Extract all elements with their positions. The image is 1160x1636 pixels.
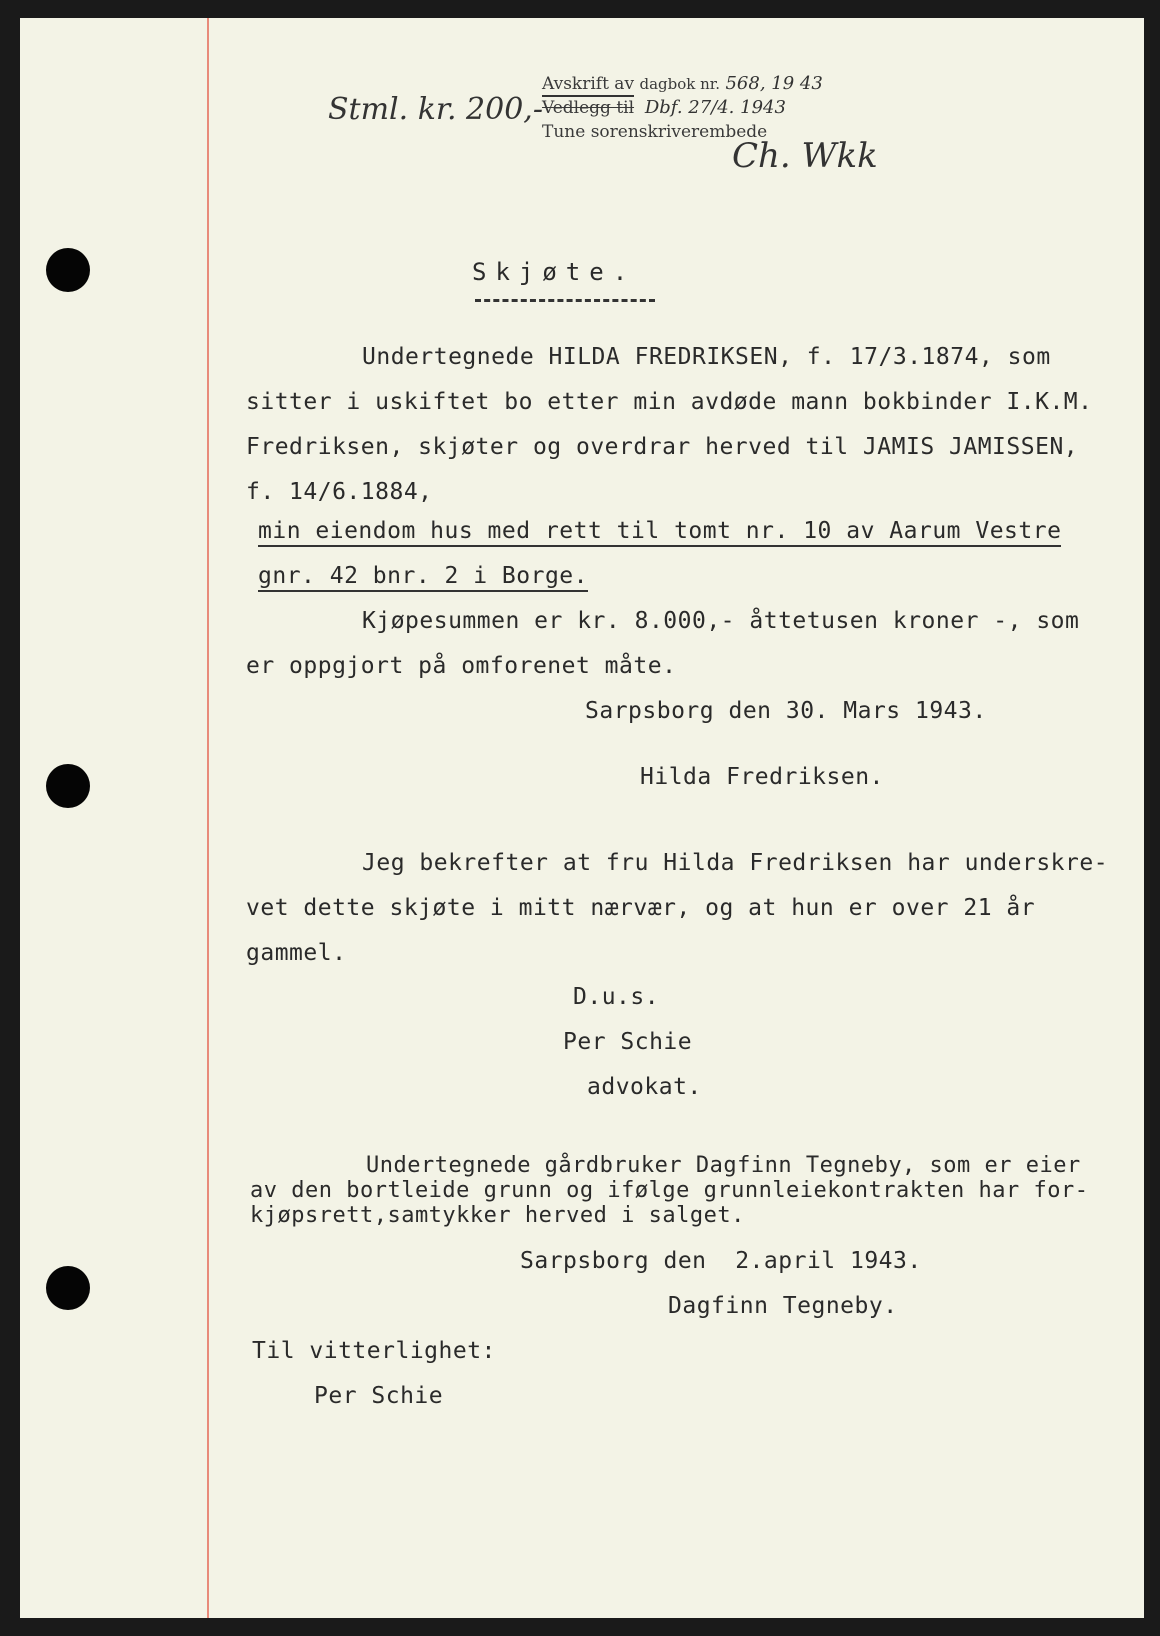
document-page — [20, 18, 1144, 1618]
price-line: er oppgjort på omforenet måte. — [246, 653, 677, 679]
confirmation-line: Jeg bekrefter at fru Hilda Fredriksen har underskre- — [362, 850, 1109, 876]
consent-line: Undertegnede gårdbruker Dagfinn Tegneby, som er eier — [366, 1153, 1081, 1178]
stamp-label-avskrift: Avskrift av — [542, 74, 634, 97]
stamp-line2 — [542, 97, 786, 118]
landowner-signature: Dagfinn Tegneby. — [668, 1293, 898, 1319]
confirmation-line: vet dette skjøte i mitt nærvær, og at hun er over 21 år — [246, 895, 1036, 921]
property-line — [258, 518, 1061, 544]
stamp-label-dagbok: dagbok nr. — [639, 75, 721, 93]
paragraph-line: Undertegnede HILDA FREDRIKSEN, f. 17/3.1874, som — [362, 344, 1051, 370]
place-date: Sarpsborg den 2.april 1943. — [520, 1248, 922, 1274]
vitterlighet-label: Til vitterlighet: — [252, 1338, 496, 1364]
property-gnr: gnr. 42 bnr. 2 i Borge. — [258, 563, 588, 592]
punch-hole — [46, 764, 90, 808]
confirmation-line: gammel. — [246, 940, 347, 966]
fee-note: Stml. kr. 200,- — [328, 92, 543, 127]
stamp-label-vedlegg: Vedlegg til — [542, 98, 635, 118]
stamp-value-dagbok: 568, 19 43 — [725, 73, 823, 94]
property-line — [258, 563, 588, 589]
stamp-value-dbf: Dbf. 27/4. 1943 — [644, 97, 786, 118]
margin-rule — [207, 18, 209, 1618]
dus: D.u.s. — [573, 984, 660, 1010]
paragraph-line: sitter i uskiftet bo etter min avdøde mann bokbinder I.K.M. — [246, 389, 1093, 415]
witness-name: Per Schie — [563, 1029, 693, 1055]
punch-hole — [46, 1266, 90, 1310]
price-line: Kjøpesummen er kr. 8.000,- åttetusen kroner -, som — [362, 608, 1080, 634]
document-title: Skjøte. — [472, 258, 637, 286]
initials-signature: Ch. Wkk — [732, 136, 878, 176]
paragraph-line: Fredriksen, skjøter og overdrar herved til JAMIS JAMISSEN, — [246, 434, 1079, 460]
punch-hole — [46, 248, 90, 292]
stamp-line1 — [542, 73, 823, 94]
place-date: Sarpsborg den 30. Mars 1943. — [585, 698, 987, 724]
property-description: min eiendom hus med rett til tomt nr. 10 av Aarum Vestre — [258, 518, 1061, 547]
consent-line: av den bortleide grunn og ifølge grunnleiekontrakten har for- — [250, 1178, 1089, 1203]
title-underline — [475, 299, 655, 302]
paragraph-line: f. 14/6.1884, — [246, 479, 433, 505]
witness-title: advokat. — [587, 1074, 702, 1100]
seller-signature: Hilda Fredriksen. — [640, 764, 884, 790]
vitterlighet-name: Per Schie — [314, 1383, 444, 1409]
stamp-office: Tune sorenskriverembede — [542, 122, 768, 142]
consent-line: kjøpsrett,samtykker herved i salget. — [250, 1203, 745, 1228]
